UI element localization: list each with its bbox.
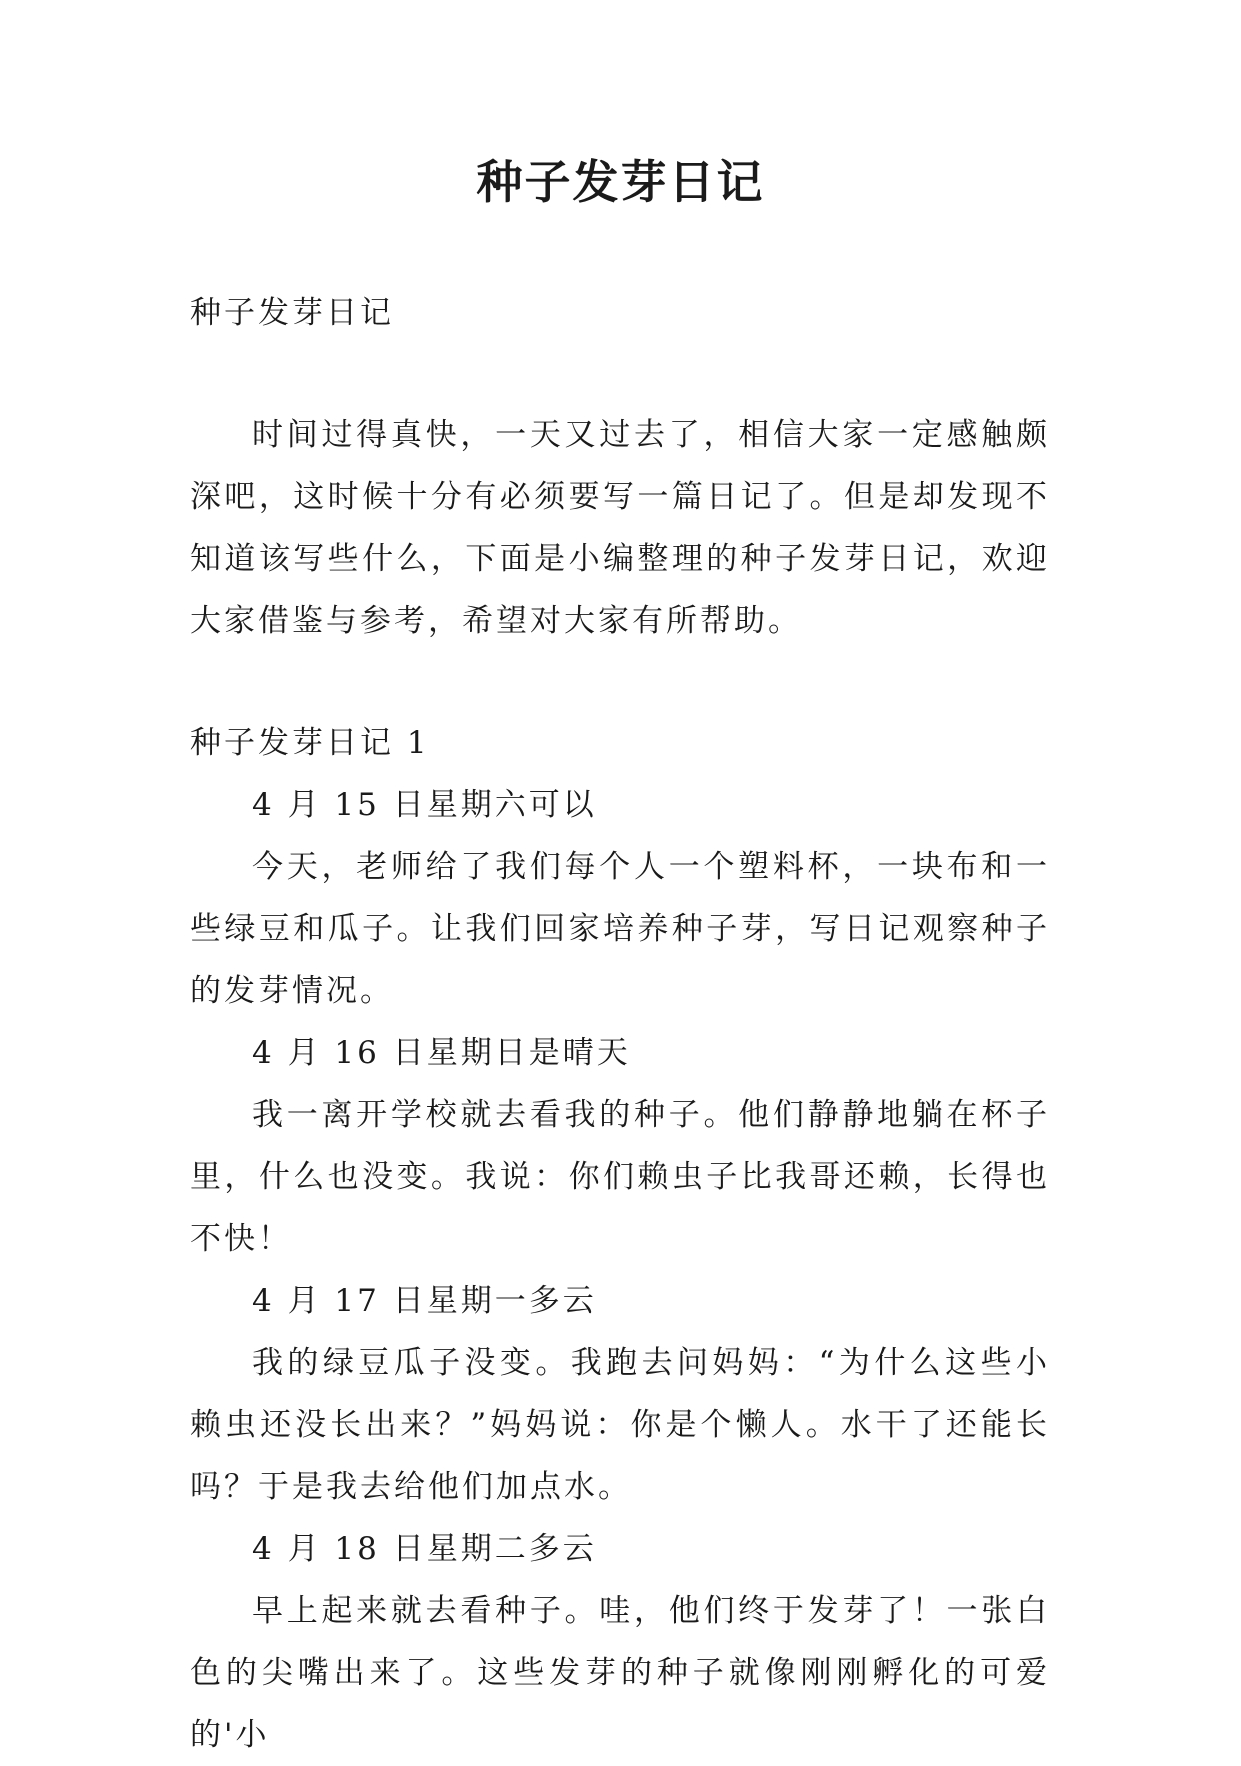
- document-subtitle: 种子发芽日记: [190, 295, 394, 331]
- entry-date: 4 月 15 日星期六可以: [252, 787, 597, 823]
- document-body: [190, 282, 1050, 1766]
- entry-text: 我一离开学校就去看我的种子。他们静静地躺在杯子里，什么也没变。我说：你们赖虫子比我哥还赖，长得也不快！: [190, 1097, 1050, 1257]
- entry-date: 4 月 16 日星期日是晴天: [252, 1035, 631, 1071]
- entry-date: 4 月 18 日星期二多云: [252, 1531, 597, 1567]
- spacer: [190, 344, 1050, 404]
- entry-text: 我的绿豆瓜子没变。我跑去问妈妈：“为什么这些小赖虫还没长出来？”妈妈说：你是个懒人。水干了还能长吗？于是我去给他们加点水。: [190, 1345, 1050, 1505]
- entry-date: 4 月 17 日星期一多云: [252, 1283, 597, 1319]
- spacer: [190, 652, 1050, 712]
- section-heading: 种子发芽日记 1: [190, 725, 430, 761]
- intro-paragraph: 时间过得真快，一天又过去了，相信大家一定感触颇深吧，这时候十分有必须要写一篇日记了。但是却发现不知道该写些什么，下面是小编整理的种子发芽日记，欢迎大家借鉴与参考，希望对大家有所帮助。: [190, 417, 1050, 639]
- page-title: 种子发芽日记: [476, 155, 765, 209]
- entry-text: 今天，老师给了我们每个人一个塑料杯，一块布和一些绿豆和瓜子。让我们回家培养种子芽，写日记观察种子的发芽情况。: [190, 849, 1050, 1009]
- entry-text: 早上起来就去看种子。哇，他们终于发芽了！一张白色的尖嘴出来了。这些发芽的种子就像刚刚孵化的可爱的'小: [190, 1593, 1050, 1753]
